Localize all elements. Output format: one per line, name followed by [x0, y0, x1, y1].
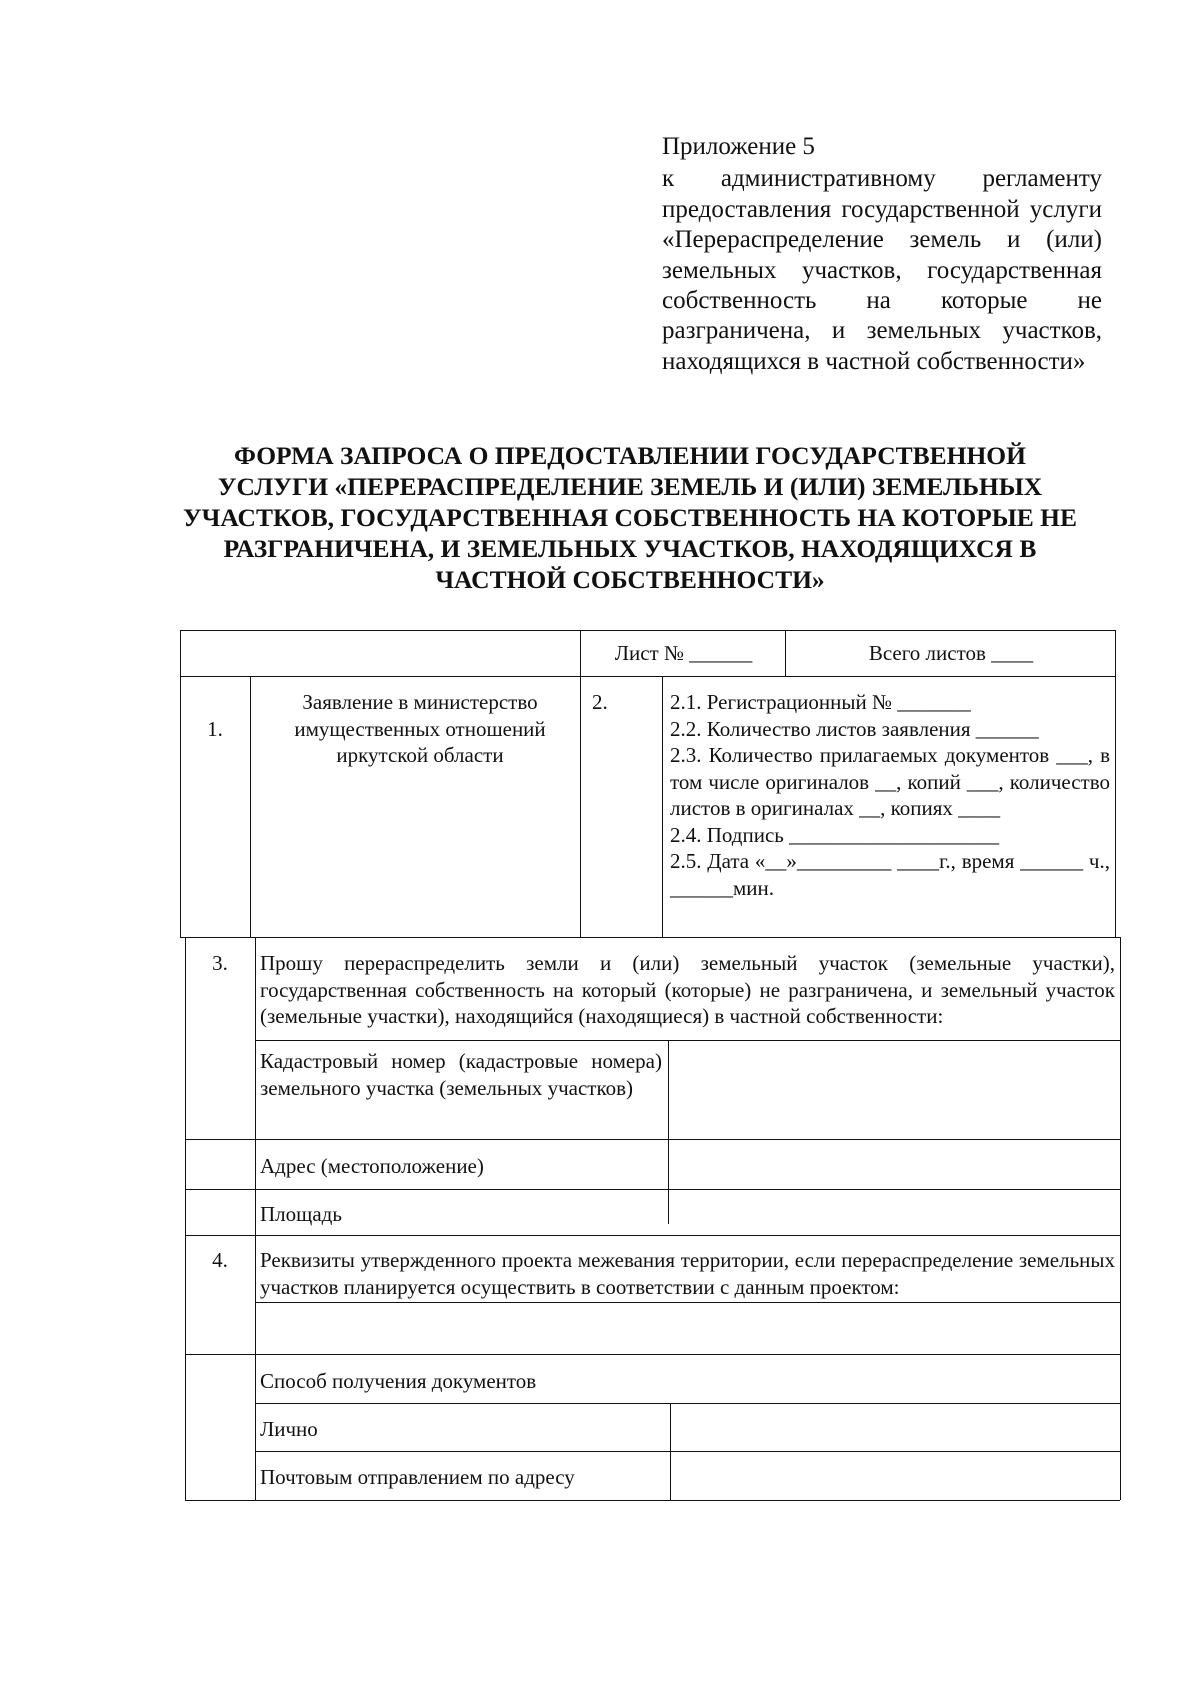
row-number: 1. [207, 717, 223, 741]
cadastral-number-label: Кадастровый номер (кадастровые номера) земельного участка (земельных участков) [260, 1049, 662, 1100]
form-title: ФОРМА ЗАПРОСА О ПРЕДОСТАВЛЕНИИ ГОСУДАРСТВЕННОЙ УСЛУГИ «ПЕРЕРАСПРЕДЕЛЕНИЕ ЗЕМЕЛЬ И (ИЛИ) ЗЕМЕЛЬНЫХ УЧАСТКОВ, ГОСУДАРСТВЕННАЯ СОБСТВЕННОСТЬ НА КОТОРЫЕ НЕ РАЗГРАНИЧЕНА, И ЗЕМЕЛЬНЫХ УЧАСТКОВ, НАХОДЯЩИХСЯ В ЧАСТНОЙ СОБСТВЕННОСТИ» [182, 441, 1078, 594]
by-mail-label: Почтовым отправлением по адресу [260, 1465, 575, 1489]
table-line [185, 1235, 1120, 1236]
table-line [180, 630, 1115, 631]
table-line [580, 630, 581, 937]
by-mail-address-input[interactable] [672, 1453, 1118, 1498]
attached-documents-field[interactable]: 2.3. Количество прилагаемых документов ___, в том числе оригиналов __, копий ___, количество листов в оригиналах __, копиях ____ [670, 743, 1110, 820]
delivery-method-label: Способ получения документов [260, 1369, 537, 1393]
annex-header [662, 132, 1102, 377]
table-line [668, 1040, 669, 1224]
row-number: 3. [212, 951, 228, 975]
table-line [255, 1403, 1120, 1404]
table-line [255, 1040, 1120, 1041]
table-line [785, 630, 786, 676]
table-line [1115, 630, 1116, 937]
address-label: Адрес (местоположение) [260, 1154, 484, 1178]
redistribution-request-text: Прошу перераспределить земли и (или) земельный участок (земельные участки), государственная собственность на который (которые) не разграничена, и земельный участок (земельные участки), находящийся (находящиеся) в частной собственности: [260, 951, 1115, 1028]
table-line [185, 937, 186, 1500]
registration-block [670, 689, 1110, 901]
area-label: Площадь [260, 1202, 342, 1226]
address-input[interactable] [670, 1141, 1118, 1187]
table-line [1120, 937, 1121, 1500]
sheet-number-field[interactable]: Лист № ______ [614, 641, 753, 665]
date-time-field[interactable]: 2.5. Дата «__»_________ ____г., время ______ ч., ______мин. [670, 849, 1110, 900]
in-person-label: Лично [260, 1417, 318, 1441]
sheets-total-field[interactable]: Всего листов ____ [868, 641, 1034, 665]
annex-title: Приложение 5 [662, 133, 815, 160]
table-line [255, 1451, 1120, 1452]
annex-text: к административному регламенту предоставления государственной услуги «Перераспределение земель и (или) земельных участков, государственная собственность на которые не разграничена, и земельных участков, находящихся в частной собственности» [662, 165, 1102, 375]
survey-project-input[interactable] [257, 1304, 1118, 1352]
table-line [255, 937, 256, 1500]
application-recipient: Заявление в министерство имущественных отношений иркутской области [294, 690, 546, 767]
table-line [255, 1302, 1120, 1303]
table-line [185, 1189, 1120, 1190]
table-line [185, 1354, 1120, 1355]
table-line [250, 676, 251, 937]
table-line [185, 937, 1120, 938]
table-line [185, 1139, 1120, 1140]
survey-project-text: Реквизиты утвержденного проекта межевания территории, если перераспределение земельных участков планируется осуществить в соответствии с данным проектом: [260, 1248, 1115, 1299]
area-input[interactable] [670, 1191, 1118, 1233]
application-sheets-field[interactable]: 2.2. Количество листов заявления ______ [670, 716, 1039, 741]
table-line [662, 676, 663, 937]
row-number: 4. [212, 1248, 228, 1272]
table-line [185, 1500, 1120, 1501]
table-line [180, 676, 1115, 677]
table-line [180, 630, 181, 937]
signature-field[interactable]: 2.4. Подпись ____________________ [670, 822, 1000, 847]
cadastral-number-input[interactable] [670, 1042, 1118, 1138]
in-person-option[interactable] [672, 1405, 1118, 1449]
registration-number-field[interactable]: 2.1. Регистрационный № _______ [670, 690, 971, 714]
row-number: 2. [592, 690, 608, 714]
